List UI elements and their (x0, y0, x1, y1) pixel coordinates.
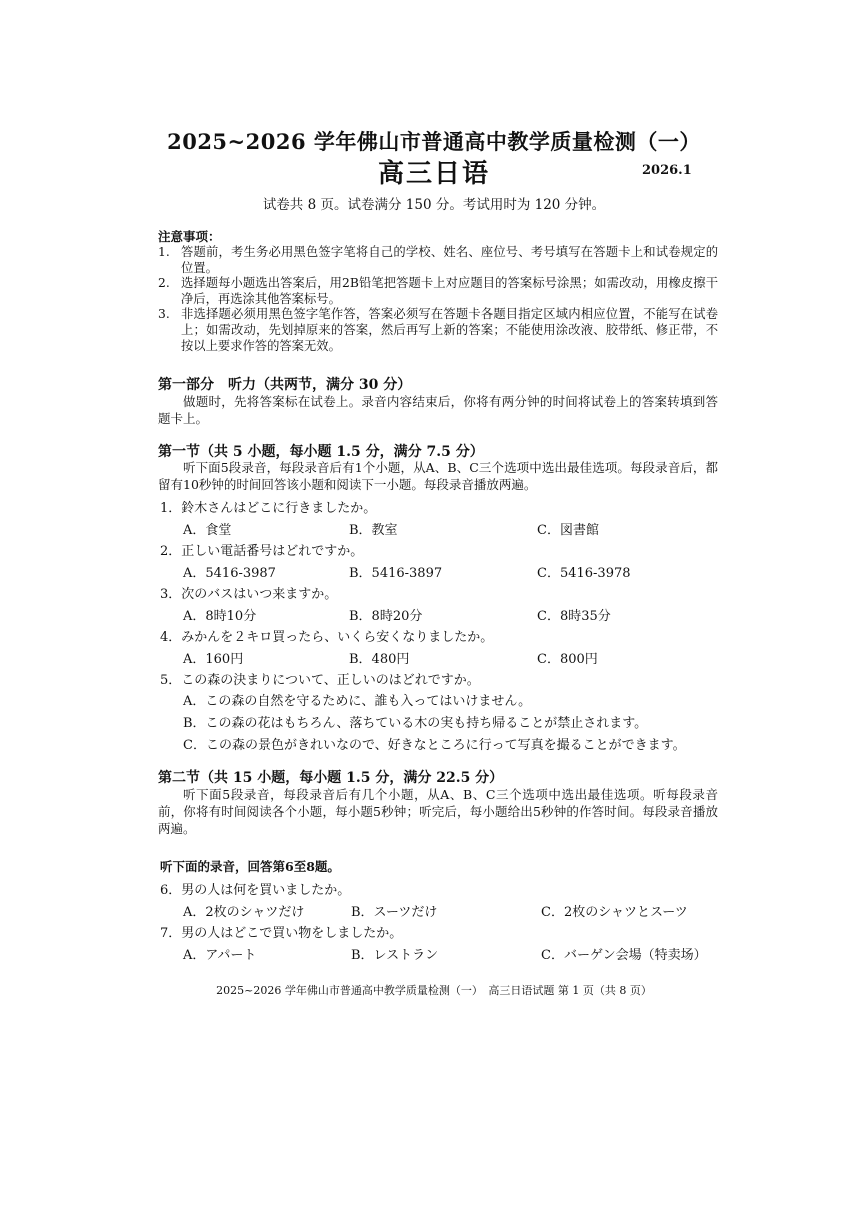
page-footer: 2025~2026 学年佛山市普通高中教学质量检测（一） 高三日语试题 第 1 页（共 8 页） (216, 984, 652, 997)
option-a: A．8時10分 (183, 609, 257, 624)
note-number: 3. (158, 307, 170, 322)
question-5: 5．この森の決まりについて、正しいのはどれですか。 (160, 673, 480, 688)
section2-title: 第二节（共 15 小题，每小题 1.5 分，满分 22.5 分） (158, 770, 504, 786)
question-7: 7．男の人はどこで買い物をしましたか。 (160, 926, 403, 941)
section1-instructions: 听下面5段录音，每段录音后有1个小题，从A、B、C三个选项中选出最佳选项。每段录音后，都留有10秒钟的时间回答该小题和阅读下一小题。每段录音播放两遍。 (158, 460, 718, 492)
note-text: 非选择题必须用黑色签字笔作答，答案必须写在答题卡各题目指定区域内相应位置，不能写在试卷上；如需改动，先划掉原来的答案，然后再写上新的答案；不能使用涂改液、胶带纸、修正带，不按以上要求作答的答案无效。 (181, 307, 718, 353)
option-b: B．レストラン (351, 948, 439, 963)
option-a: A．食堂 (183, 523, 232, 538)
section1-title: 第一节（共 5 小题，每小题 1.5 分，满分 7.5 分） (158, 444, 484, 460)
exam-date: 2026.1 (642, 163, 692, 178)
option-b: B．5416-3897 (349, 566, 443, 581)
group-title: 听下面的录音，回答第6至8题。 (160, 859, 340, 874)
option-b: B．8時20分 (349, 609, 423, 624)
option-a: A．この森の自然を守るために、誰も入ってはいけません。 (183, 694, 532, 709)
exam-title: 2025~2026 学年佛山市普通高中教学质量检测（一） (167, 129, 701, 154)
note-number: 2. (158, 276, 170, 291)
subject-title: 高三日语 (377, 159, 490, 189)
option-b: B．この森の花はもちろん、落ちている木の実も持ち帰ることが禁止されます。 (183, 716, 648, 731)
section2-instructions: 听下面5段录音，每段录音后有几个小题，从A、B、C三个选项中选出最佳选项。听每段录音前，你将有时间阅读各个小题，每小题5秒钟；听完后，每小题给出5秒钟的作答时间。每段录音播放两遍。 (158, 787, 718, 836)
exam-summary: 试卷共 8 页。试卷满分 150 分。考试用时为 120 分钟。 (262, 197, 606, 213)
note-item (158, 245, 718, 276)
note-item (158, 307, 718, 354)
option-c: C．図書館 (537, 523, 599, 538)
part1-title: 第一部分 听力（共两节，满分 30 分） (158, 377, 412, 393)
notes-list (158, 245, 718, 354)
option-b: B．教室 (349, 523, 398, 538)
option-a: A．アパート (183, 948, 257, 963)
notes-title: 注意事项： (158, 229, 221, 244)
option-c: C．8時35分 (537, 609, 611, 624)
option-a: A．160円 (183, 652, 244, 667)
question-2: 2．正しい電話番号はどれですか。 (160, 544, 364, 559)
option-b: B．480円 (349, 652, 410, 667)
option-c: C．800円 (537, 652, 598, 667)
note-text: 答题前，考生务必用黑色签字笔将自己的学校、姓名、座位号、考号填写在答题卡上和试卷规定的位置。 (181, 245, 718, 275)
option-a: A．2枚のシャツだけ (183, 905, 305, 920)
note-item (158, 276, 718, 307)
part1-instructions: 做题时，先将答案标在试卷上。录音内容结束后，你将有两分钟的时间将试卷上的答案转填到答题卡上。 (158, 394, 718, 426)
question-6: 6．男の人は何を買いましたか。 (160, 883, 351, 898)
option-c: C．5416-3978 (537, 566, 631, 581)
note-number: 1. (158, 245, 170, 259)
option-c: C．バーゲン会場（特卖场） (541, 948, 707, 963)
option-b: B．スーツだけ (351, 905, 438, 920)
option-c: C．この森の景色がきれいなので、好きなところに行って写真を撮ることができます。 (183, 738, 686, 753)
question-3: 3．次のバスはいつ来ますか。 (160, 587, 338, 602)
option-c: C．2枚のシャツとスーツ (541, 905, 688, 920)
option-a: A．5416-3987 (183, 566, 276, 581)
question-4: 4．みかんを２キロ買ったら、いくら安くなりましたか。 (160, 630, 494, 645)
question-1: 1．鈴木さんはどこに行きましたか。 (160, 501, 377, 516)
note-text: 选择题每小题选出答案后，用2B铅笔把答题卡上对应题目的答案标号涂黑；如需改动，用橡皮擦干净后，再选涂其他答案标号。 (181, 276, 718, 306)
